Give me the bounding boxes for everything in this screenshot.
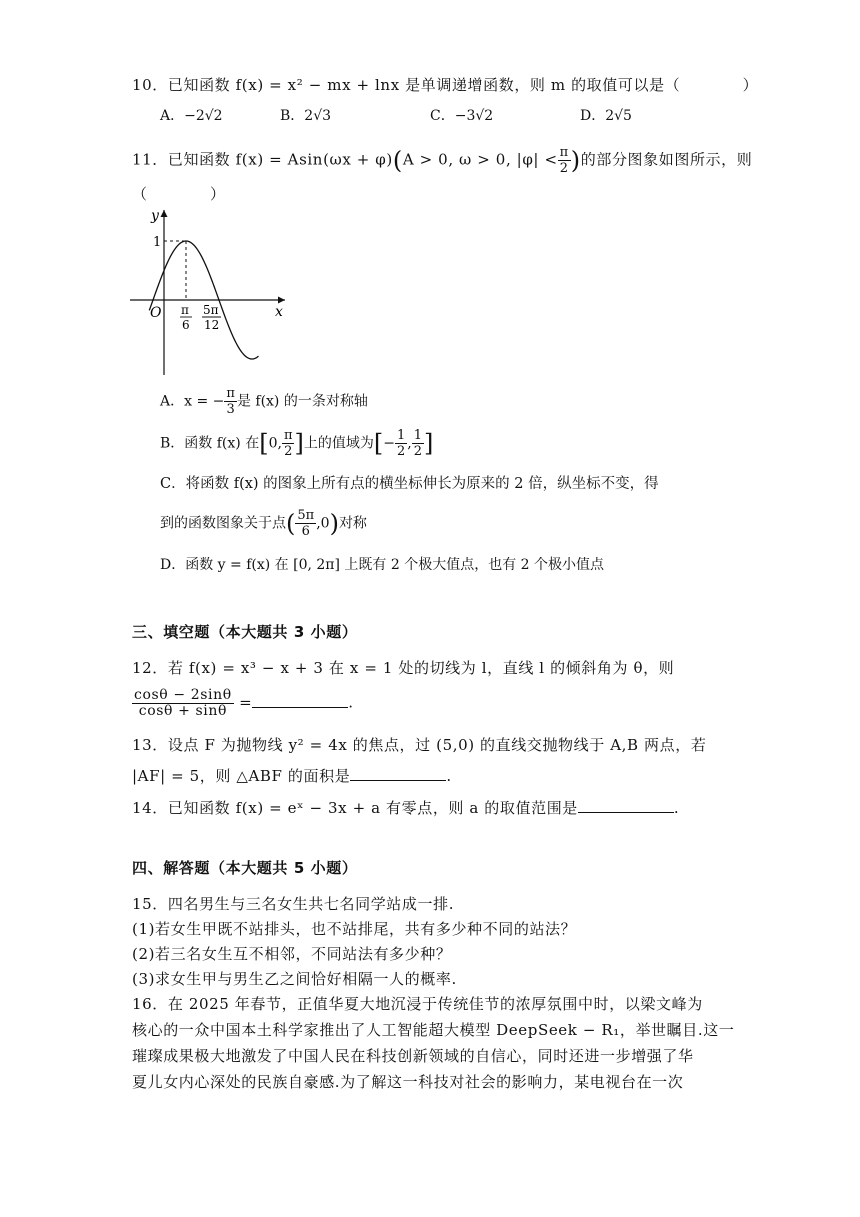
q12-line1: 12．若 f(x) = x³ − x + 3 在 x = 1 处的切线为 l，直线 l 的倾斜角为 θ，则 (132, 659, 675, 677)
q11-optC-rp: ) (329, 509, 339, 538)
q11-optB-r2 (412, 428, 424, 459)
q11-optC-n: 5π (297, 508, 315, 523)
q12-end: . (348, 693, 354, 712)
q11-stem-a: 11．已知函数 f(x) = Asin(ωx + φ) (132, 150, 393, 169)
q16-line4: 夏儿女内心深处的民族自豪感.为了解这一科技对社会的影响力，某电视台在一次 (132, 1073, 684, 1091)
q11-optA-n: π (226, 386, 235, 401)
q11-stem-cond: A > 0, ω > 0, |φ| < (402, 150, 558, 169)
q15-part3: (3)求女生甲与男生乙之间恰好相隔一人的概率. (132, 970, 457, 988)
q11-optC-2b: 对称 (338, 515, 367, 532)
q10-option-c: C．−3√2 (430, 108, 494, 124)
q11-option-d: D．函数 y = f(x) 在 [0, 2π] 上既有 2 个极大值点，也有 2 个极小值点 (160, 557, 605, 573)
y-axis-label: y (151, 208, 159, 224)
q11-optB-r2d: 2 (413, 444, 422, 459)
q13-answer-blank[interactable] (350, 766, 446, 781)
q11-stem-frac-d: 2 (559, 161, 569, 176)
q11-optB-b: 上的值域为 (303, 435, 374, 452)
tick-5pi-12-n: 5π (203, 303, 219, 317)
q11-stem-frac-n: π (559, 145, 569, 160)
q11-paren: （ ） (132, 185, 226, 203)
q13-end: . (446, 767, 452, 785)
q10-option-d: D．2√5 (580, 108, 632, 124)
q11-optB-int-a: 0, (268, 435, 282, 452)
q11-optB-int-frac (282, 428, 295, 459)
q11-paren-open: ( (392, 146, 403, 175)
q11-optB-int-n: π (283, 428, 293, 443)
q11-optC-2a: 到的函数图象关于点 (160, 515, 286, 532)
q13-line2 (132, 765, 452, 787)
q10-option-b: B．2√3 (280, 108, 332, 124)
q11-optB-a: B．函数 f(x) 在 (160, 435, 260, 452)
q12-frac-n: cosθ − 2sinθ (134, 687, 232, 703)
q12-frac-d: cosθ + sinθ (138, 703, 227, 719)
q11-stem (132, 145, 752, 176)
q11-stem-b: 的部分图象如图所示，则 (580, 150, 753, 169)
q11-optA-frac (224, 386, 237, 417)
q11-optB-lb2: [ (373, 429, 384, 458)
q11-optA-x: x = − (184, 393, 225, 410)
tick-5pi-12-d: 12 (204, 318, 220, 332)
q11-optC-zero: ,0 (316, 515, 330, 532)
q11-option-b (160, 428, 433, 459)
q10-option-a: A．−2√2 (160, 108, 223, 124)
q11-optB-lb1: [ (259, 429, 269, 458)
q11-option-c-line2 (160, 508, 367, 539)
q11-optC-d: 6 (301, 524, 310, 539)
q11-paren-close: ) (570, 146, 581, 175)
q16-line1: 16．在 2025 年春节，正值华夏大地沉浸于传统佳节的浓厚氛围中时，以梁文峰为 (132, 995, 703, 1013)
q11-optA-d: 3 (226, 402, 235, 417)
q11-optA-post: 是 f(x) 的一条对称轴 (236, 393, 368, 410)
q14-answer-blank[interactable] (578, 798, 674, 813)
q15-part2: (2)若三名女生互不相邻，不同站法有多少种？ (132, 945, 452, 963)
q10-stem: 10．已知函数 f(x) = x² − mx + lnx 是单调递增函数，则 m 的取值可以是（ ） (132, 76, 759, 94)
q16-line3: 璀璨成果极大地激发了中国人民在科技创新领域的自信心，同时还进一步增强了华 (132, 1047, 694, 1065)
q11-stem-frac (558, 145, 571, 176)
q15-part1: (1)若女生甲既不站排头，也不站排尾，共有多少种不同的站法？ (132, 920, 577, 938)
q11-optB-comma: , (407, 435, 412, 452)
q11-optB-r2n: 1 (413, 428, 422, 443)
q11-option-c-line1: C．将函数 f(x) 的图象上所有点的横坐标伸长为原来的 2 倍，纵坐标不变，得 (160, 476, 659, 492)
q13-line1: 13．设点 F 为抛物线 y² = 4x 的焦点，过 (5,0) 的直线交抛物线于 A,B 两点，若 (132, 736, 707, 754)
q11-optB-rb2: ] (423, 429, 434, 458)
q12-answer-blank[interactable] (252, 693, 348, 708)
q11-optB-minus: − (383, 435, 395, 452)
q12-line2 (132, 688, 354, 719)
q16-line2: 核心的一众中国本土科学家推出了人工智能超大模型 DeepSeek − R₁，举世瞩目.这一 (132, 1021, 735, 1039)
tick-pi-6-d: 6 (182, 318, 190, 332)
tick-pi-6-n: π (181, 303, 189, 317)
q14-line1 (132, 797, 679, 819)
q11-optB-r1 (395, 428, 407, 459)
q11-optC-lp: ( (286, 509, 296, 538)
section3-heading: 三、填空题（本大题共 3 小题） (132, 623, 358, 641)
q14-text: 14．已知函数 f(x) = eˣ − 3x + a 有零点，则 a 的取值范围是 (132, 799, 578, 817)
q11-option-a (160, 386, 368, 417)
q11-optB-r1d: 2 (396, 444, 406, 459)
q15-stem: 15．四名男生与三名女生共七名同学站成一排. (132, 895, 455, 913)
q14-end: . (673, 799, 680, 817)
q11-optA-pre: A． (160, 393, 185, 410)
origin-label: O (150, 305, 162, 321)
q11-optB-int-d: 2 (284, 444, 293, 459)
section4-heading: 四、解答题（本大题共 5 小题） (132, 859, 358, 877)
q11-optB-rb1: ] (294, 429, 304, 458)
x-axis-label: x (275, 304, 283, 320)
max-value-label: 1 (153, 235, 162, 250)
q11-graph (125, 200, 295, 380)
q11-optC-frac (295, 508, 316, 539)
q12-frac (132, 688, 234, 719)
q13-line2a: |AF| = 5，则 △ABF 的面积是 (132, 767, 351, 785)
q11-optB-r1n: 1 (396, 428, 406, 443)
q12-eq: = (239, 693, 253, 712)
